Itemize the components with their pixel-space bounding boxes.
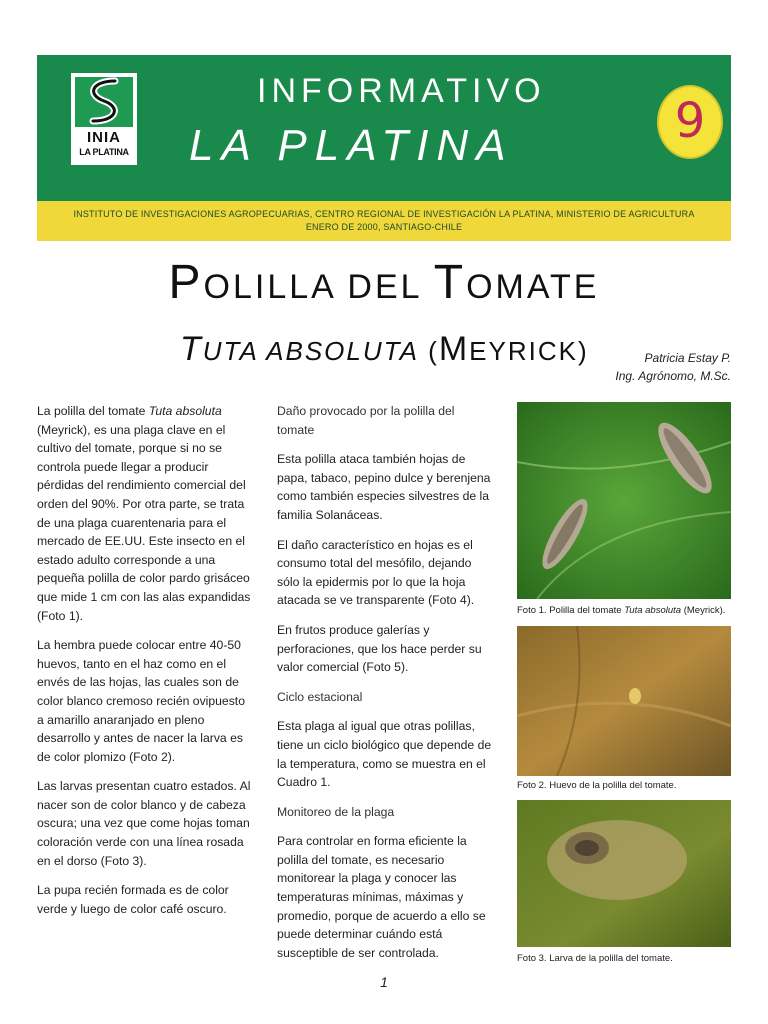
photo-caption: Foto 2. Huevo de la polilla del tomate. [517,780,677,791]
paragraph: Las larvas presentan cuatro estados. Al nacer son de color blanco y de cabeza oscura; una vez que come hojas toman coloración verde con una línea rosada en el dorso (Foto 3). [37,779,251,868]
document-title: POLILLA DEL TOMATE [168,256,600,309]
section-heading: Daño provocado por la polilla del tomate [277,404,455,437]
paragraph: La pupa recién formada es de color verde y luego de color café oscuro. [37,883,229,916]
author-name: Patricia Estay P. [644,351,731,365]
photo-caption: Foto 1. Polilla del tomate Tuta absoluta (Meyrick). [517,605,726,616]
text-column-1 [37,402,255,929]
paragraph: La polilla del tomate Tuta absoluta (Meyrick), es una plaga clave en el cultivo del tomate, porque si no se controla puede llegar a producir pérdidas del rendimiento comercial del orden del 90%. Por otra parte, se trata de una plaga cuarentenaria para el mercado de EE.UU. Este insecto en el estado adulto corresponde a una pequeña polilla de color pardo grisáceo que mide 1 cm con las alas expandidas (Foto 1). [37,404,251,623]
paragraph: En frutos produce galerías y perforaciones, que los hace perder su valor comercial (Foto 5). [277,622,482,675]
logo-wordmark: INIA [87,129,121,146]
logo-subtitle: LA PLATINA [79,147,129,157]
photo-larva [517,800,731,947]
paragraph: Esta plaga al igual que otras polillas, tiene un ciclo biológico que depende de la temperatura, como se muestra en el Cuadro 1. [277,719,492,790]
issue-badge [657,85,723,159]
institution-banner [37,201,731,241]
paragraph: Esta polilla ataca también hojas de papa, tabaco, pepino dulce y berenjena como también especies silvestres de la familia Solanáceas. [277,452,491,522]
document-subtitle: TUTA ABSOLUTA (MEYRICK) [180,330,589,368]
paragraph: El daño característico en hojas es el consumo total del mesófilo, dejando sólo la epidermis por lo que la hoja atacada se ve transparente (Foto 4). [277,537,475,608]
institution-text: INSTITUTO DE INVESTIGACIONES AGROPECUARIAS, CENTRO REGIONAL DE INVESTIGACIÓN LA PLATINA, MINISTERIO DE AGRICULTURA [73,209,695,219]
page-number: 1 [380,974,388,990]
date-place: ENERO DE 2000, SANTIAGO-CHILE [305,222,463,232]
section-heading: Ciclo estacional [277,689,363,704]
inia-logo [71,73,137,165]
publication-name: LA PLATINA [189,121,514,170]
issue-number: 9 [674,93,706,149]
paragraph: Para controlar en forma eficiente la polilla del tomate, es necesario monitorear la plaga y conocer las temperaturas mínimas, máximas y promedio, porque de acuerdo a ello se puede determinar cuándo está susceptible de ser controlada. [277,834,486,960]
section-heading: Monitoreo de la plaga [277,804,395,819]
photo-egg [517,626,731,776]
photo-caption: Foto 3. Larva de la polilla del tomate. [517,953,673,964]
photo-adult-moth [517,402,731,599]
text-column-2 [277,402,495,973]
publication-series: INFORMATIVO [257,72,546,110]
paragraph: La hembra puede colocar entre 40-50 huevos, tanto en el haz como en el envés de las hojas, las cuales son de color blanco cremoso recién ovipuesto a amarillo anaranjado en pleno desarrollo y antes de nacer la larva es de color plomizo (Foto 2). [37,638,245,764]
masthead [37,55,731,201]
author-title: Ing. Agrónomo, M.Sc. [615,369,731,383]
